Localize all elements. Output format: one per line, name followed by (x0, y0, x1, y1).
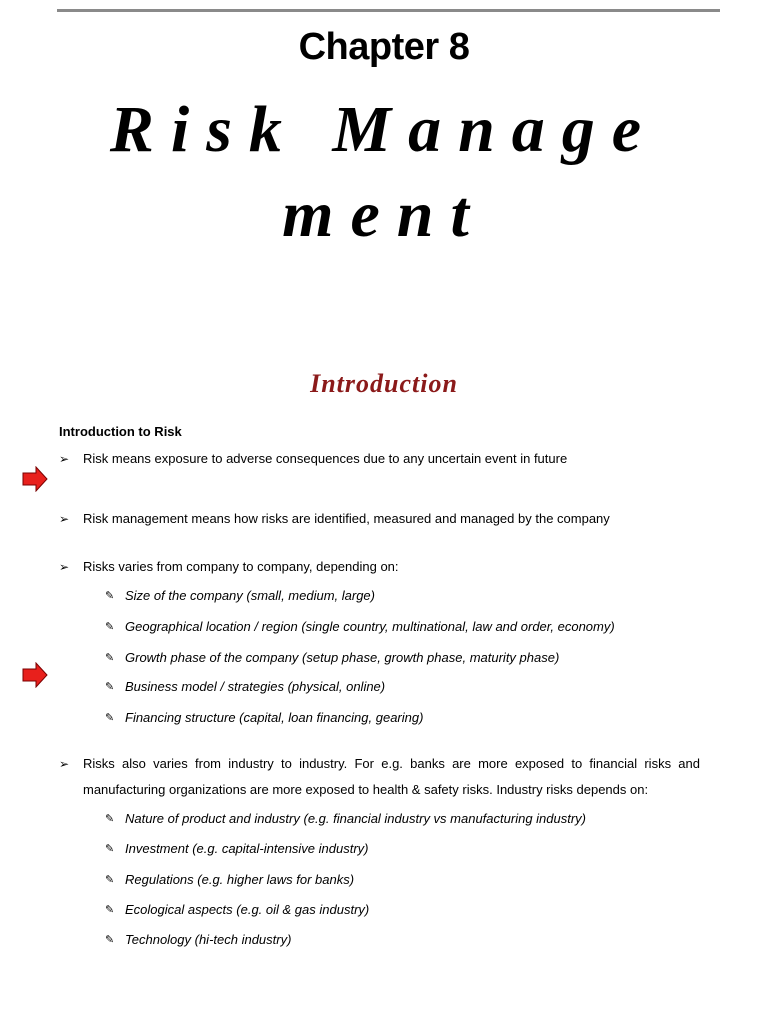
pointing-hand-icon: ✎ (105, 621, 115, 633)
pointing-hand-icon: ✎ (105, 652, 115, 664)
sub-bullet-item (105, 839, 369, 859)
sub-bullet-text: Geographical location / region (single country, multinational, law and order, economy) (125, 619, 615, 634)
pointing-hand-icon: ✎ (105, 934, 115, 946)
bullet-arrow-icon: ➢ (59, 757, 70, 771)
red-arrow-icon (22, 662, 48, 688)
title-line-2: ment (282, 178, 486, 251)
sub-bullet-text: Ecological aspects (e.g. oil & gas industry) (125, 902, 370, 917)
sub-bullet-item (105, 870, 354, 890)
bullet-item (59, 446, 700, 472)
sub-bullet-text: Investment (e.g. capital-intensive industry) (125, 841, 369, 856)
bullet-text: Risks also varies from industry to industry. For e.g. banks are more exposed to financial risks and manufacturing organizations are more exposed to health & safety risks. Industry risks depends on: (83, 756, 700, 797)
sub-bullet-text: Nature of product and industry (e.g. financial industry vs manufacturing industry) (125, 811, 587, 826)
sub-bullet-item (105, 900, 369, 920)
sub-bullet-item (105, 930, 291, 950)
sub-bullet-item (105, 677, 385, 697)
pointing-hand-icon: ✎ (105, 590, 115, 602)
sub-bullet-text: Business model / strategies (physical, online) (125, 679, 386, 694)
bullet-item (59, 751, 700, 803)
pointing-hand-icon: ✎ (105, 813, 115, 825)
bullet-text: Risk management means how risks are identified, measured and managed by the company (83, 511, 610, 526)
introduction-heading: Introduction (310, 369, 458, 398)
bullet-text: Risks varies from company to company, depending on: (83, 559, 399, 574)
sub-bullet-item (105, 648, 559, 668)
bullet-item (59, 554, 700, 580)
bullet-arrow-icon: ➢ (59, 452, 70, 466)
top-rule (57, 9, 720, 12)
title-line-1: Risk Manage (109, 93, 659, 166)
red-arrow-icon (22, 466, 48, 492)
bullet-text: Risk means exposure to adverse consequences due to any uncertain event in future (83, 451, 568, 466)
sub-bullet-item (105, 586, 375, 606)
sub-bullet-item (105, 617, 615, 637)
section-subheading: Introduction to Risk (59, 424, 182, 439)
sub-bullet-item (105, 708, 423, 728)
pointing-hand-icon: ✎ (105, 874, 115, 886)
chapter-label: Chapter 8 (298, 26, 470, 68)
sub-bullet-text: Regulations (e.g. higher laws for banks) (125, 872, 355, 887)
sub-bullet-text: Size of the company (small, medium, large) (125, 588, 375, 603)
sub-bullet-text: Growth phase of the company (setup phase, growth phase, maturity phase) (125, 650, 560, 665)
pointing-hand-icon: ✎ (105, 712, 115, 724)
pointing-hand-icon: ✎ (105, 904, 115, 916)
bullet-item (59, 506, 700, 532)
pointing-hand-icon: ✎ (105, 843, 115, 855)
pointing-hand-icon: ✎ (105, 681, 115, 693)
bullet-arrow-icon: ➢ (59, 512, 70, 526)
sub-bullet-text: Financing structure (capital, loan financing, gearing) (125, 710, 424, 725)
sub-bullet-text: Technology (hi-tech industry) (125, 932, 292, 947)
bullet-arrow-icon: ➢ (59, 560, 70, 574)
sub-bullet-item (105, 809, 586, 829)
